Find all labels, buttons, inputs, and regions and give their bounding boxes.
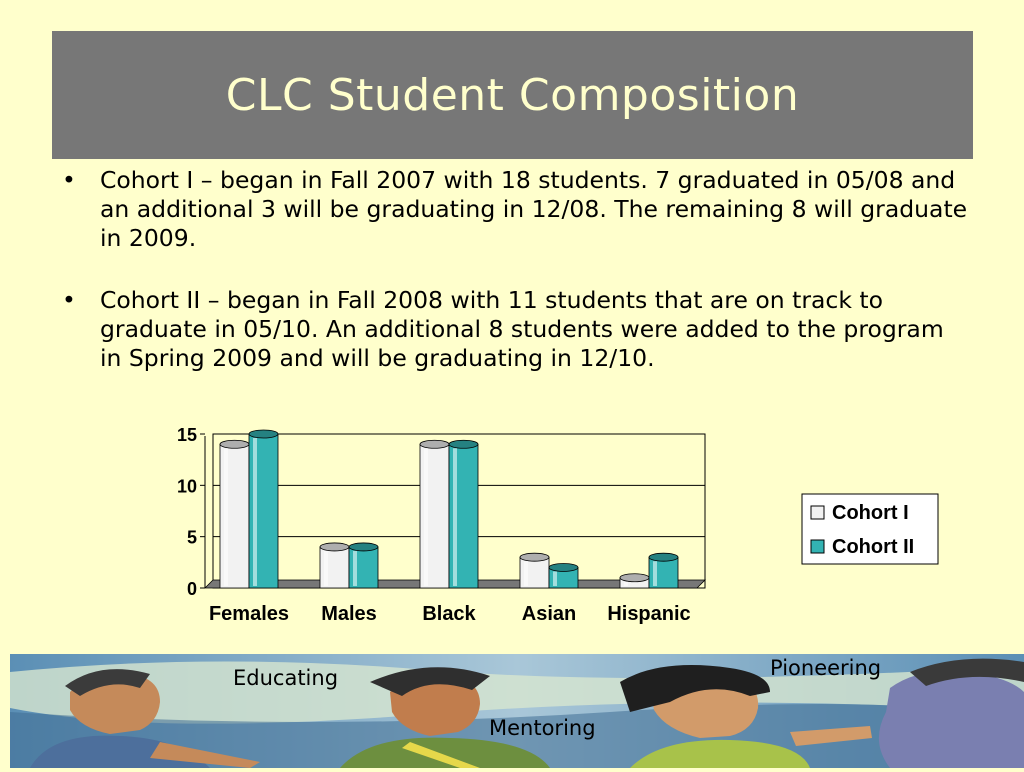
y-tick-label: 5 [186, 527, 197, 548]
bar-highlight [524, 561, 528, 586]
bar-chart [150, 420, 950, 640]
legend-label: Cohort II [832, 536, 915, 558]
bar-highlight [653, 561, 657, 586]
bar-top [249, 430, 278, 438]
bar-highlight [453, 448, 457, 586]
legend-swatch [811, 540, 824, 553]
x-tick-label: Hispanic [607, 603, 691, 625]
bar-highlight [624, 582, 628, 586]
slide-title: CLC Student Composition [225, 69, 800, 121]
bullet-item [60, 286, 970, 373]
bullet-item [60, 166, 970, 253]
y-tick-label: 15 [176, 425, 197, 445]
bar-top [220, 440, 249, 448]
x-tick-label: Asian [521, 603, 577, 625]
bar-top [420, 440, 449, 448]
y-tick-label: 0 [186, 579, 197, 599]
bar-top [549, 563, 578, 571]
bar-highlight [324, 551, 328, 586]
legend-swatch [811, 506, 824, 519]
bar-chart-svg [150, 420, 950, 640]
x-tick-label: Females [208, 603, 290, 625]
people-illustration [10, 652, 1024, 768]
bullet-list [60, 166, 970, 406]
bar-top [320, 543, 349, 551]
bar-top [349, 543, 378, 551]
y-tick-label: 10 [176, 476, 197, 497]
caption-mentoring: Mentoring [489, 716, 596, 740]
bar-highlight [424, 448, 428, 586]
bar-highlight [353, 551, 357, 586]
legend-label: Cohort I [832, 502, 909, 524]
bullet-text-cohort-1: Cohort I – began in Fall 2007 with 18 students. 7 graduated in 05/08 and an additional 3 will be graduating in 12/08. The remaining 8 will graduate in 2009. [100, 166, 968, 252]
caption-pioneering: Pioneering [770, 656, 882, 680]
caption-educating: Educating [233, 666, 339, 690]
bar-highlight [553, 571, 557, 586]
bullet-marker: • [62, 286, 76, 314]
bar-highlight [224, 448, 228, 586]
bullet-text-cohort-2: Cohort II – began in Fall 2008 with 11 students that are on track to graduate in 05/10. An additional 8 students were added to the program in Spring 2009 and will be graduating in 12/10. [100, 286, 944, 372]
bullet-marker: • [62, 166, 76, 194]
bar-top [620, 574, 649, 582]
title-bar [52, 31, 973, 159]
x-tick-label: Black [422, 603, 476, 625]
bar-top [520, 553, 549, 561]
bar-top [649, 553, 678, 561]
x-tick-label: Males [321, 603, 377, 625]
bar-top [449, 440, 478, 448]
bar-highlight [253, 438, 257, 586]
